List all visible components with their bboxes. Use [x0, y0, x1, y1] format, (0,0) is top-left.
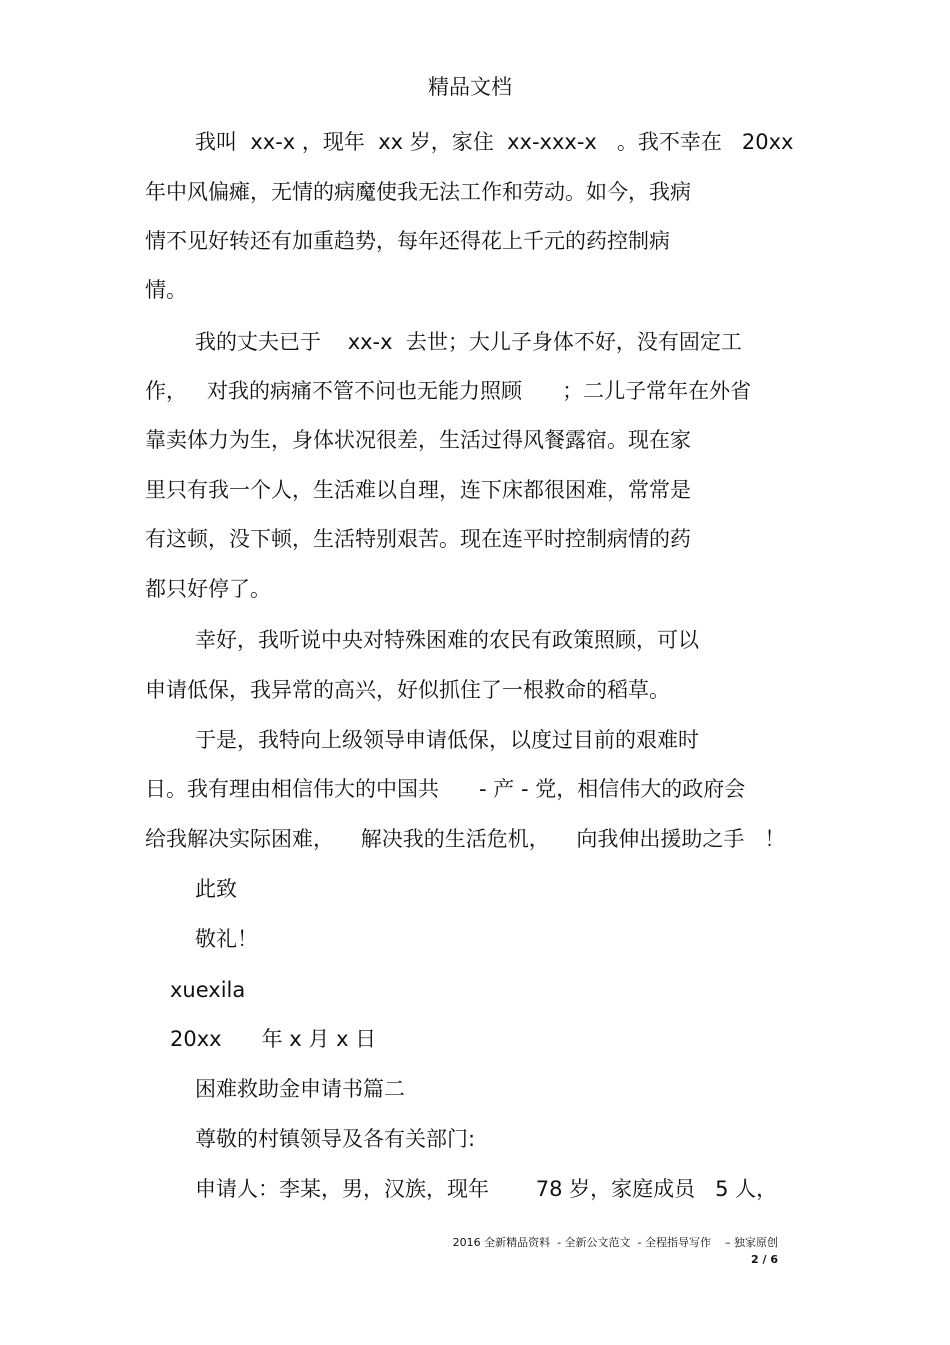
body-line: 里只有我一个人，生活难以自理，连下床都很困难，常常是 [145, 478, 691, 502]
body-line: 情不见好转还有加重趋势，每年还得花上千元的药控制病 [145, 229, 670, 253]
page-footer-text: 2016 全新精品资料 - 全新公文范文 - 全程指导写作 – 独家原创 [452, 1236, 778, 1249]
greeting-line: 尊敬的村镇领导及各有关部门: [195, 1127, 476, 1151]
signature-name: xuexila [170, 978, 246, 1002]
body-line: 我叫 xx-x ，现年 xx 岁，家住 xx-xxx-x 。我不幸在 20xx [195, 130, 794, 154]
body-line: 幸好，我听说中央对特殊困难的农民有政策照顾，可以 [195, 628, 699, 652]
body-line: 有这顿，没下顿，生活特别艰苦。现在连平时控制病情的药 [145, 527, 691, 551]
section-title: 困难救助金申请书篇二 [195, 1077, 405, 1101]
body-line: 我的丈夫已于 xx-x 去世；大儿子身体不好，没有固定工 [195, 330, 742, 354]
body-line: 都只好停了。 [145, 577, 271, 601]
closing-salutation: 此致 [195, 877, 237, 901]
body-line: 日。我有理由相信伟大的中国共 - 产 - 党，相信伟大的政府会 [145, 777, 746, 801]
body-line: 情。 [145, 278, 187, 302]
body-line: 作， 对我的病痛不管不问也无能力照顾 ；二儿子常年在外省 [145, 379, 752, 403]
page-number: 2 / 6 [751, 1253, 778, 1266]
body-line: 靠卖体力为生，身体状况很差，生活过得风餐露宿。现在家 [145, 428, 691, 452]
page-header-title: 精品文档 [428, 75, 512, 99]
body-line: 申请人：李某，男，汉族，现年 78 岁，家庭成员 5 人， [195, 1177, 778, 1201]
body-line: 申请低保，我异常的高兴，好似抓住了一根救命的稻草。 [145, 678, 670, 702]
body-line: 给我解决实际困难， 解决我的生活危机， 向我伸出援助之手 ！ [145, 827, 786, 851]
body-line: 年中风偏瘫，无情的病魔使我无法工作和劳动。如今，我病 [145, 180, 691, 204]
signature-date: 20xx 年 x 月 x 日 [170, 1027, 377, 1051]
body-line: 于是，我特向上级领导申请低保，以度过目前的艰难时 [195, 728, 699, 752]
closing-regards: 敬礼！ [195, 927, 258, 951]
